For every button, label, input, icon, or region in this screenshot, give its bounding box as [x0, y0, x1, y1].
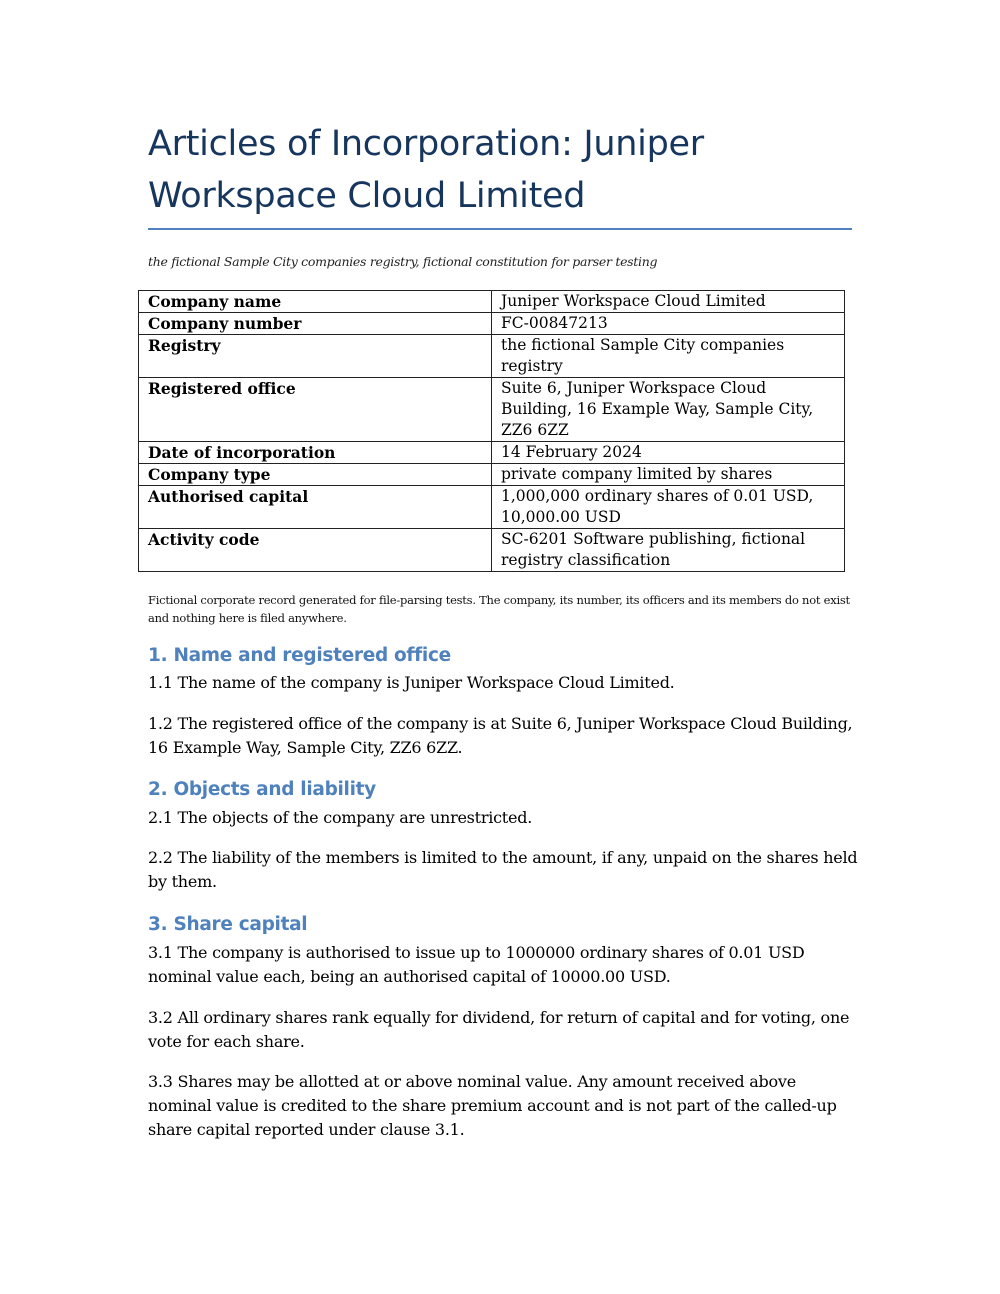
detail-label: Registered office: [139, 378, 492, 442]
document-subtitle: the fictional Sample City companies registry, fictional constitution for parser testing: [148, 254, 658, 269]
table-row: [139, 464, 845, 486]
detail-value: Juniper Workspace Cloud Limited: [492, 291, 845, 313]
table-row: [139, 442, 845, 464]
company-details-table: [138, 290, 845, 572]
table-row: [139, 291, 845, 313]
clause-2-2: 2.2 The liability of the members is limited to the amount, if any, unpaid on the shares held by them.: [148, 848, 858, 891]
detail-value: 1,000,000 ordinary shares of 0.01 USD, 10,000.00 USD: [492, 486, 845, 529]
table-row: [139, 335, 845, 378]
clause-1-1: 1.1 The name of the company is Juniper Workspace Cloud Limited.: [148, 673, 675, 692]
clause-2-1: 2.1 The objects of the company are unrestricted.: [148, 808, 533, 827]
section-heading-name: 1. Name and registered office: [148, 645, 451, 666]
section-heading-share-capital: 3. Share capital: [148, 914, 308, 935]
title-divider: [148, 228, 852, 230]
detail-label: Registry: [139, 335, 492, 378]
table-row: [139, 529, 845, 572]
detail-label: Company number: [139, 313, 492, 335]
clause-3-2: 3.2 All ordinary shares rank equally for dividend, for return of capital and for voting, one vote for each share.: [148, 1008, 850, 1051]
table-row: [139, 486, 845, 529]
detail-label: Company type: [139, 464, 492, 486]
detail-value: the fictional Sample City companies registry: [492, 335, 845, 378]
detail-label: Activity code: [139, 529, 492, 572]
detail-label: Company name: [139, 291, 492, 313]
detail-value: Suite 6, Juniper Workspace Cloud Building, 16 Example Way, Sample City, ZZ6 6ZZ: [492, 378, 845, 442]
table-row: [139, 378, 845, 442]
detail-value: private company limited by shares: [492, 464, 845, 486]
table-row: [139, 313, 845, 335]
detail-label: Date of incorporation: [139, 442, 492, 464]
detail-value: 14 February 2024: [492, 442, 845, 464]
disclaimer-note: Fictional corporate record generated for file-parsing tests. The company, its number, its officers and its members do not exist and nothing here is filed anywhere.: [148, 593, 850, 625]
clause-1-2: 1.2 The registered office of the company is at Suite 6, Juniper Workspace Cloud Building, 16 Example Way, Sample City, ZZ6 6ZZ.: [148, 714, 853, 757]
detail-label: Authorised capital: [139, 486, 492, 529]
clause-3-1: 3.1 The company is authorised to issue up to 1000000 ordinary shares of 0.01 USD nominal value each, being an authorised capital of 10000.00 USD.: [148, 943, 805, 986]
clause-3-3: 3.3 Shares may be allotted at or above nominal value. Any amount received above nominal value is credited to the share premium account and is not part of the called-up share capital reported under clause 3.1.: [148, 1072, 837, 1139]
page-title: Articles of Incorporation: Juniper Workspace Cloud Limited: [148, 124, 704, 216]
detail-value: FC-00847213: [492, 313, 845, 335]
section-heading-objects: 2. Objects and liability: [148, 779, 376, 800]
detail-value: SC-6201 Software publishing, fictional registry classification: [492, 529, 845, 572]
